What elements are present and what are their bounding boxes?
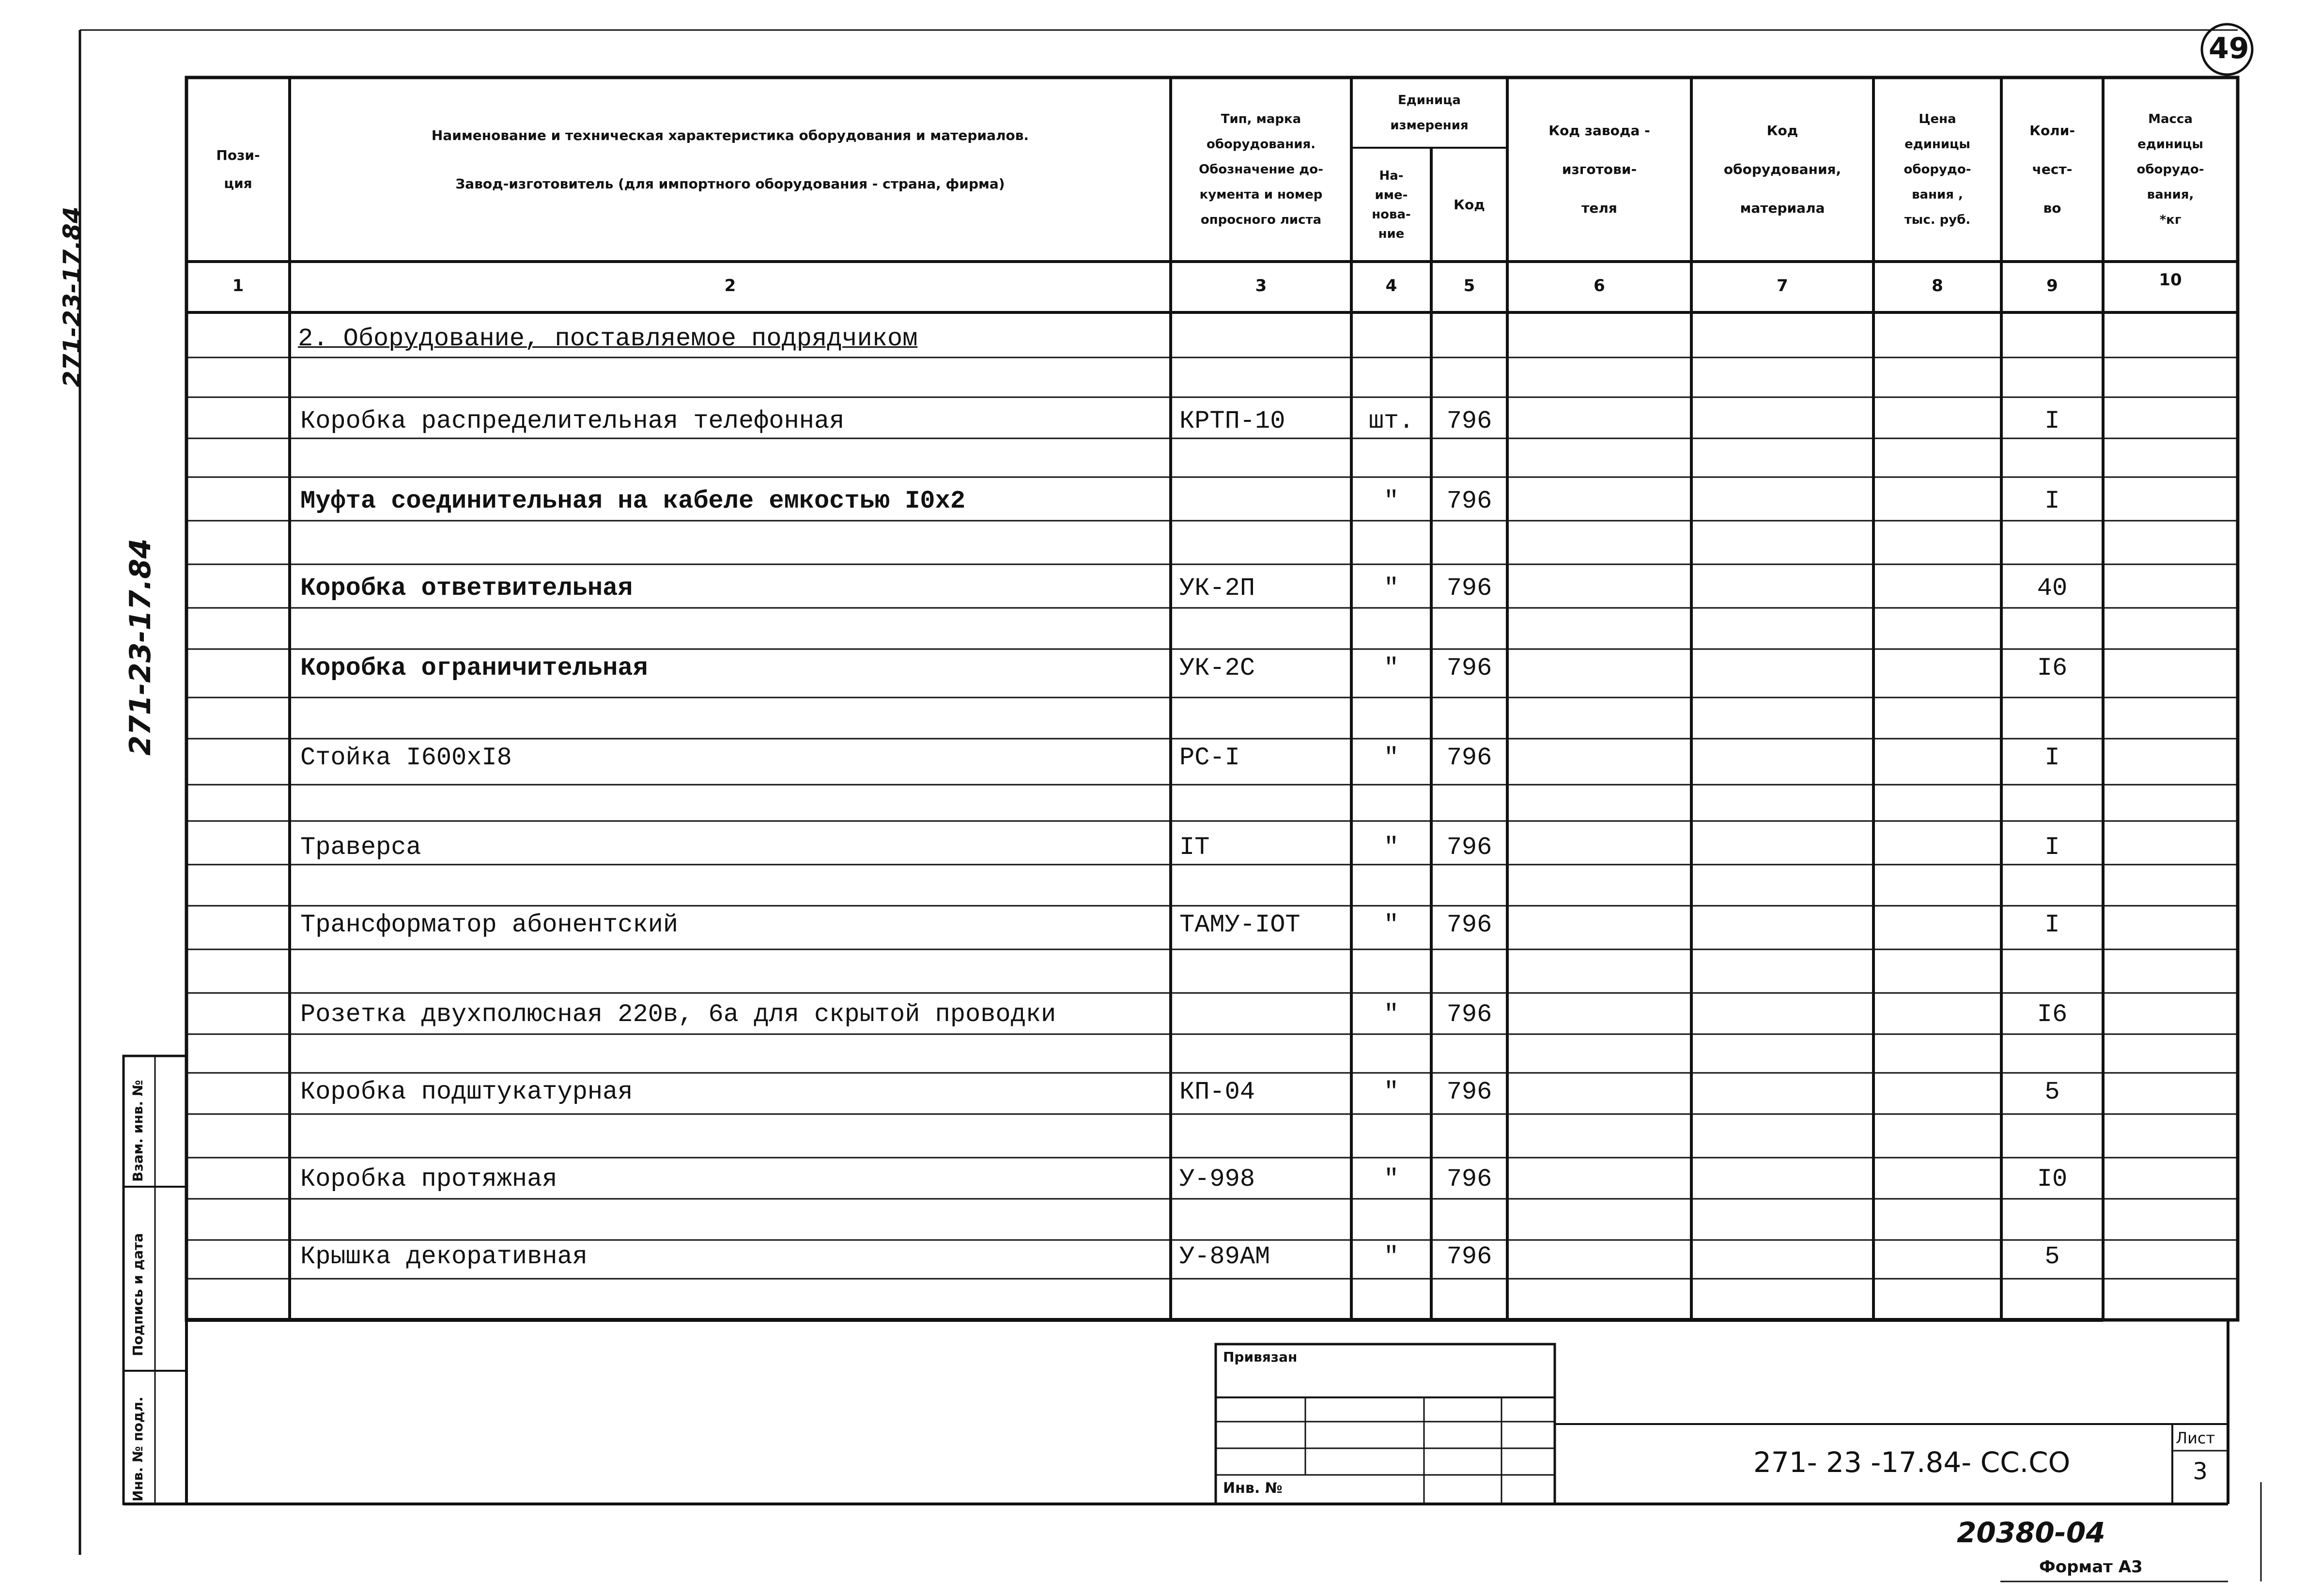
row-unit: " — [1383, 744, 1399, 772]
row-name: Розетка двухполюсная 220в, 6а для скрытой проводки — [300, 1000, 1056, 1029]
row-name: Коробка подштукатурная — [300, 1078, 633, 1106]
stamp-privyazan: Привязан — [1223, 1349, 1298, 1365]
header-col1: Пози- ция — [216, 147, 260, 191]
row-type: УК-2С — [1179, 654, 1255, 682]
header-col5: Код — [1454, 196, 1485, 213]
row-type: У-998 — [1179, 1165, 1255, 1193]
stamp-list-no: 3 — [2193, 1458, 2208, 1485]
row-qty: I — [2044, 487, 2060, 515]
margin-code-left: 271-23-17.84 — [124, 538, 157, 756]
row-unit: " — [1383, 487, 1399, 515]
row-name: Траверса — [300, 833, 421, 862]
row-type: ТАМУ-IОТ — [1179, 911, 1300, 939]
row-qty: I0 — [2037, 1165, 2068, 1193]
row-unit: " — [1383, 911, 1399, 939]
col-number-9: 9 — [2046, 276, 2058, 295]
header-col3: Тип, марка оборудования. Обозначение до- кумента и номер опросного листа — [1199, 112, 1323, 227]
header-col2-line2: Завод-изготовитель (для импортного оборудования - страна, фирма) — [455, 176, 1005, 192]
col-number-7: 7 — [1777, 276, 1788, 295]
row-code: 796 — [1446, 1078, 1492, 1106]
row-qty: 40 — [2037, 574, 2068, 603]
row-unit: " — [1383, 654, 1399, 682]
row-code: 796 — [1446, 407, 1492, 435]
col-number-3: 3 — [1255, 276, 1267, 295]
header-col10: Масса единицы оборудо- вания, *кг — [2136, 112, 2204, 227]
col-number-2: 2 — [724, 276, 736, 295]
header-col8: Цена единицы оборудо- вания , тыс. руб. — [1904, 112, 1971, 227]
row-name: Трансформатор абонентский — [300, 911, 679, 939]
side-label-podpis: Подпись и дата — [130, 1233, 146, 1356]
row-code: 796 — [1446, 1165, 1492, 1193]
row-name: Муфта соединительная на кабеле емкостью I0х2 — [300, 487, 966, 515]
row-qty: I — [2044, 833, 2060, 862]
col-number-6: 6 — [1594, 276, 1605, 295]
row-type: IТ — [1179, 833, 1210, 862]
col-number-10: 10 — [2159, 270, 2182, 290]
row-name: Коробка распределительная телефонная — [300, 407, 845, 435]
row-code: 796 — [1446, 1000, 1492, 1029]
row-name: Крышка декоративная — [300, 1242, 588, 1271]
row-code: 796 — [1446, 744, 1492, 772]
row-unit: " — [1383, 1242, 1399, 1271]
sheet-badge: 49 — [2209, 31, 2249, 65]
row-unit: " — [1383, 1165, 1399, 1193]
row-unit: " — [1383, 574, 1399, 603]
header-col7: Код оборудования, материала — [1723, 123, 1842, 216]
row-unit: шт. — [1368, 407, 1414, 435]
row-type: КРТП-10 — [1179, 407, 1285, 435]
col-number-8: 8 — [1932, 276, 1943, 295]
stamp-doc-code: 271- 23 -17.84- СС.СО — [1753, 1446, 2071, 1479]
stamp-inv-no: Инв. № — [1223, 1480, 1283, 1497]
col-number-4: 4 — [1385, 276, 1397, 295]
side-label-inv-podl: Инв. № подл. — [130, 1396, 146, 1502]
row-name: Коробка ответвительная — [300, 574, 633, 603]
header-unit-group: Единица измерения — [1390, 93, 1469, 133]
row-name: Стойка I600хI8 — [300, 744, 512, 772]
stamp-list-label: Лист — [2176, 1429, 2215, 1447]
row-code: 796 — [1446, 487, 1492, 515]
footer-archive-no: 20380-04 — [1957, 1516, 2105, 1549]
footer-format: Формат А3 — [2039, 1557, 2143, 1577]
row-code: 796 — [1446, 574, 1492, 603]
row-qty: I6 — [2037, 1000, 2068, 1029]
row-name: Коробка протяжная — [300, 1165, 557, 1193]
row-unit: " — [1383, 1000, 1399, 1029]
row-type: КП-04 — [1179, 1078, 1255, 1106]
row-code: 796 — [1446, 911, 1492, 939]
row-code: 796 — [1446, 654, 1492, 682]
row-qty: 5 — [2044, 1242, 2060, 1271]
col-number-1: 1 — [232, 276, 244, 295]
section-title: 2. Оборудование, поставляемое подрядчиком — [298, 325, 918, 353]
header-col2-line1: Наименование и техническая характеристика оборудования и материалов. — [431, 127, 1029, 143]
row-code: 796 — [1446, 1242, 1492, 1271]
row-unit: " — [1383, 833, 1399, 862]
row-qty: I — [2044, 744, 2060, 772]
row-code: 796 — [1446, 833, 1492, 862]
row-qty: I6 — [2037, 654, 2068, 682]
row-name: Коробка ограничительная — [300, 654, 648, 682]
row-type: РС-I — [1179, 744, 1240, 772]
side-label-vzam: Взам. инв. № — [130, 1080, 146, 1182]
row-qty: I — [2044, 407, 2060, 435]
row-qty: I — [2044, 911, 2060, 939]
header-col4: На- име- нова- ние — [1372, 168, 1411, 241]
col-number-5: 5 — [1463, 276, 1475, 295]
row-unit: " — [1383, 1078, 1399, 1106]
row-type: УК-2П — [1179, 574, 1255, 603]
row-type: У-89АМ — [1179, 1242, 1270, 1271]
header-col6: Код завода - изготови- теля — [1548, 123, 1650, 216]
header-col9: Коли- чест- во — [2029, 123, 2075, 216]
row-qty: 5 — [2044, 1078, 2060, 1106]
margin-code-top-left: 271-23-17.84 — [58, 206, 86, 387]
